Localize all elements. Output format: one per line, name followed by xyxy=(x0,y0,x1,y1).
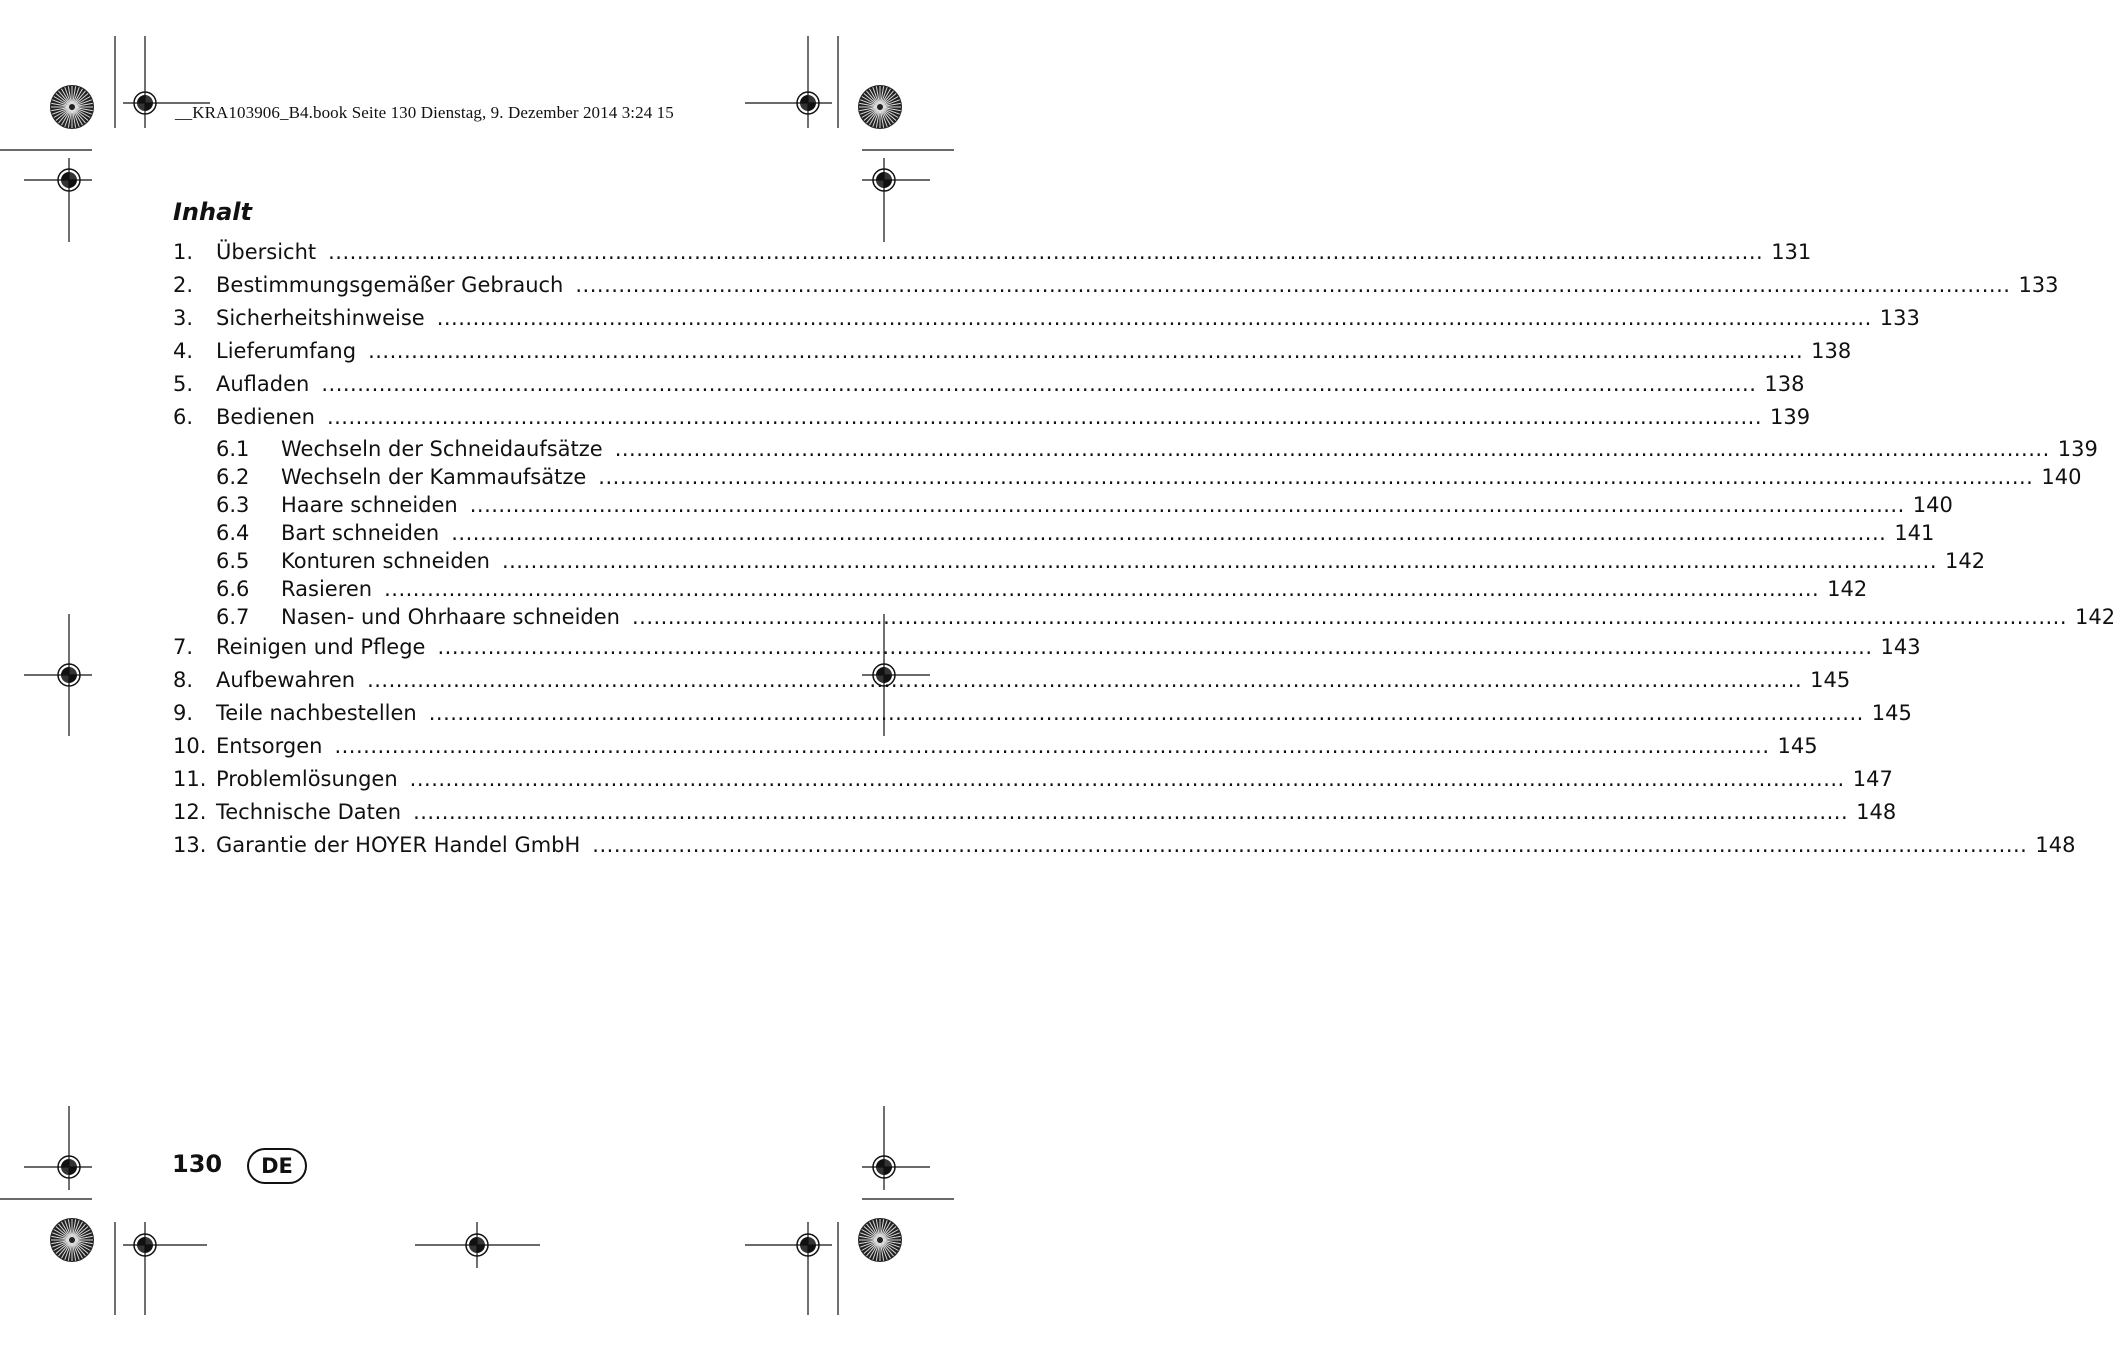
toc-dot-leader: ........................................................................................................................................................................................................ xyxy=(368,339,1804,364)
toc-entry-label: Konturen schneiden xyxy=(281,548,490,573)
toc-entry-page: 139 xyxy=(1770,405,1811,430)
toc-dot-leader: ........................................................................................................................................................................................................ xyxy=(326,405,1763,430)
toc-entry-page: 133 xyxy=(1879,306,1920,331)
table-of-contents xyxy=(173,236,2115,862)
toc-entry-page: 145 xyxy=(1810,667,1851,692)
toc-entry-label: Wechseln der Schneidaufsätze xyxy=(281,436,603,461)
toc-entry-3[interactable] xyxy=(173,302,1920,335)
toc-entry-page: 131 xyxy=(1771,240,1812,264)
toc-dot-leader: ........................................................................................................................................................................................................ xyxy=(436,306,1872,331)
toc-entry-page: 148 xyxy=(1856,800,1897,825)
toc-entry-page: 142 xyxy=(1827,576,1868,601)
toc-entry-page: 145 xyxy=(1871,700,1912,725)
print-info-header: __KRA103906_B4.book Seite 130 Dienstag, 9. Dezember 2014 3:24 15 xyxy=(175,103,674,122)
toc-entry-number: 11. xyxy=(173,766,207,791)
toc-entry-label: Entsorgen xyxy=(216,733,323,758)
toc-dot-leader: ........................................................................................................................................................................................................ xyxy=(328,240,1764,264)
toc-dot-leader: ........................................................................................................................................................................................................ xyxy=(451,520,1887,545)
toc-entry-page: 143 xyxy=(1880,634,1921,659)
toc-entry-page: 138 xyxy=(1764,372,1805,397)
toc-entry-label: Lieferumfang xyxy=(216,339,357,364)
toc-entry-label: Problemlösungen xyxy=(216,766,398,791)
toc-entry-number: 13. xyxy=(173,833,207,858)
toc-entry-number: 6.3 xyxy=(216,492,250,517)
toc-dot-leader: ........................................................................................................................................................................................................ xyxy=(598,464,2034,489)
toc-entry-number: 6.2 xyxy=(216,464,250,489)
toc-entry-6[interactable] xyxy=(173,401,1811,434)
toc-entry-number: 6.5 xyxy=(216,548,250,573)
language-badge: DE xyxy=(247,1148,307,1184)
toc-entry-number: 4. xyxy=(173,339,194,364)
toc-entry-12[interactable] xyxy=(173,796,1897,829)
toc-dot-leader: ........................................................................................................................................................................................................ xyxy=(321,372,1757,397)
toc-entry-page: 141 xyxy=(1894,520,1935,545)
toc-subentry-6-2[interactable] xyxy=(173,463,2082,491)
toc-entry-number: 6.1 xyxy=(216,436,250,461)
toc-subentry-6-4[interactable] xyxy=(173,519,1935,547)
toc-entry-label: Technische Daten xyxy=(216,800,402,825)
toc-entry-page: 140 xyxy=(1912,492,1953,517)
page-number: 130 xyxy=(172,1150,223,1178)
toc-dot-leader: ........................................................................................................................................................................................................ xyxy=(428,700,1864,725)
toc-entry-number: 7. xyxy=(173,634,194,659)
toc-entry-page: 148 xyxy=(2035,833,2076,858)
toc-entry-label: Teile nachbestellen xyxy=(216,700,417,725)
toc-entry-8[interactable] xyxy=(173,664,1851,697)
toc-entry-page: 147 xyxy=(1852,766,1893,791)
toc-subentry-6-6[interactable] xyxy=(173,575,1868,603)
toc-dot-leader: ........................................................................................................................................................................................................ xyxy=(437,634,1873,659)
toc-entry-label: Bart schneiden xyxy=(281,520,440,545)
toc-entry-label: Aufbewahren xyxy=(216,667,356,692)
toc-dot-leader: ........................................................................................................................................................................................................ xyxy=(367,667,1803,692)
toc-entry-1[interactable] xyxy=(173,236,1812,269)
toc-dot-leader: ........................................................................................................................................................................................................ xyxy=(409,766,1845,791)
toc-dot-leader: ........................................................................................................................................................................................................ xyxy=(413,800,1849,825)
toc-entry-page: 142 xyxy=(1945,548,1986,573)
color-wheel-center xyxy=(877,1237,883,1243)
toc-entry-label: Übersicht xyxy=(216,240,317,264)
toc-entry-page: 140 xyxy=(2041,464,2082,489)
toc-dot-leader: ........................................................................................................................................................................................................ xyxy=(592,833,2028,858)
toc-entry-number: 3. xyxy=(173,306,194,331)
toc-entry-label: Wechseln der Kammaufsätze xyxy=(281,464,587,489)
toc-entry-page: 139 xyxy=(2057,436,2098,461)
toc-entry-label: Bestimmungsgemäßer Gebrauch xyxy=(216,273,564,298)
toc-entry-10[interactable] xyxy=(173,730,1818,763)
toc-subentry-6-3[interactable] xyxy=(173,491,1953,519)
toc-entry-number: 2. xyxy=(173,273,194,298)
toc-entry-page: 133 xyxy=(2018,273,2059,298)
toc-dot-leader: ........................................................................................................................................................................................................ xyxy=(469,492,1905,517)
toc-entry-13[interactable] xyxy=(173,829,2076,862)
toc-entry-number: 5. xyxy=(173,372,194,397)
toc-dot-leader: ........................................................................................................................................................................................................ xyxy=(614,436,2050,461)
toc-entry-11[interactable] xyxy=(173,763,1893,796)
toc-entry-label: Garantie der HOYER Handel GmbH xyxy=(216,833,581,858)
toc-dot-leader: ........................................................................................................................................................................................................ xyxy=(501,548,1937,573)
toc-entry-label: Bedienen xyxy=(216,405,315,430)
toc-entry-label: Reinigen und Pflege xyxy=(216,634,426,659)
toc-subentry-6-5[interactable] xyxy=(173,547,1986,575)
toc-entry-5[interactable] xyxy=(173,368,1805,401)
color-wheel-center xyxy=(69,104,75,110)
toc-subentry-6-7[interactable] xyxy=(173,603,2115,631)
toc-entry-7[interactable] xyxy=(173,631,1921,664)
toc-dot-leader: ........................................................................................................................................................................................................ xyxy=(575,273,2011,298)
toc-entry-label: Nasen- und Ohrhaare schneiden xyxy=(281,604,620,629)
toc-entry-number: 8. xyxy=(173,667,194,692)
toc-entry-number: 6.6 xyxy=(216,576,250,601)
toc-entry-number: 1. xyxy=(173,240,194,264)
toc-entry-number: 10. xyxy=(173,733,207,758)
toc-entry-4[interactable] xyxy=(173,335,1852,368)
toc-dot-leader: ........................................................................................................................................................................................................ xyxy=(631,604,2068,629)
color-wheel-center xyxy=(877,104,883,110)
toc-subentry-6-1[interactable] xyxy=(173,435,2098,463)
toc-entry-number: 6.4 xyxy=(216,520,250,545)
toc-entry-label: Aufladen xyxy=(216,372,310,397)
toc-dot-leader: ........................................................................................................................................................................................................ xyxy=(384,576,1820,601)
toc-entry-2[interactable] xyxy=(173,269,2059,302)
toc-entry-page: 145 xyxy=(1777,733,1818,758)
toc-entry-9[interactable] xyxy=(173,697,1912,730)
toc-entry-page: 138 xyxy=(1811,339,1852,364)
toc-entry-number: 9. xyxy=(173,700,194,725)
toc-title: Inhalt xyxy=(173,198,252,226)
color-wheel-center xyxy=(69,1237,75,1243)
toc-entry-number: 12. xyxy=(173,800,207,825)
toc-entry-label: Rasieren xyxy=(281,576,373,601)
toc-entry-label: Sicherheitshinweise xyxy=(216,306,425,331)
toc-entry-number: 6.7 xyxy=(216,604,250,629)
toc-entry-number: 6. xyxy=(173,405,194,430)
toc-entry-label: Haare schneiden xyxy=(281,492,458,517)
toc-dot-leader: ........................................................................................................................................................................................................ xyxy=(334,733,1770,758)
toc-entry-page: 142 xyxy=(2075,604,2115,629)
